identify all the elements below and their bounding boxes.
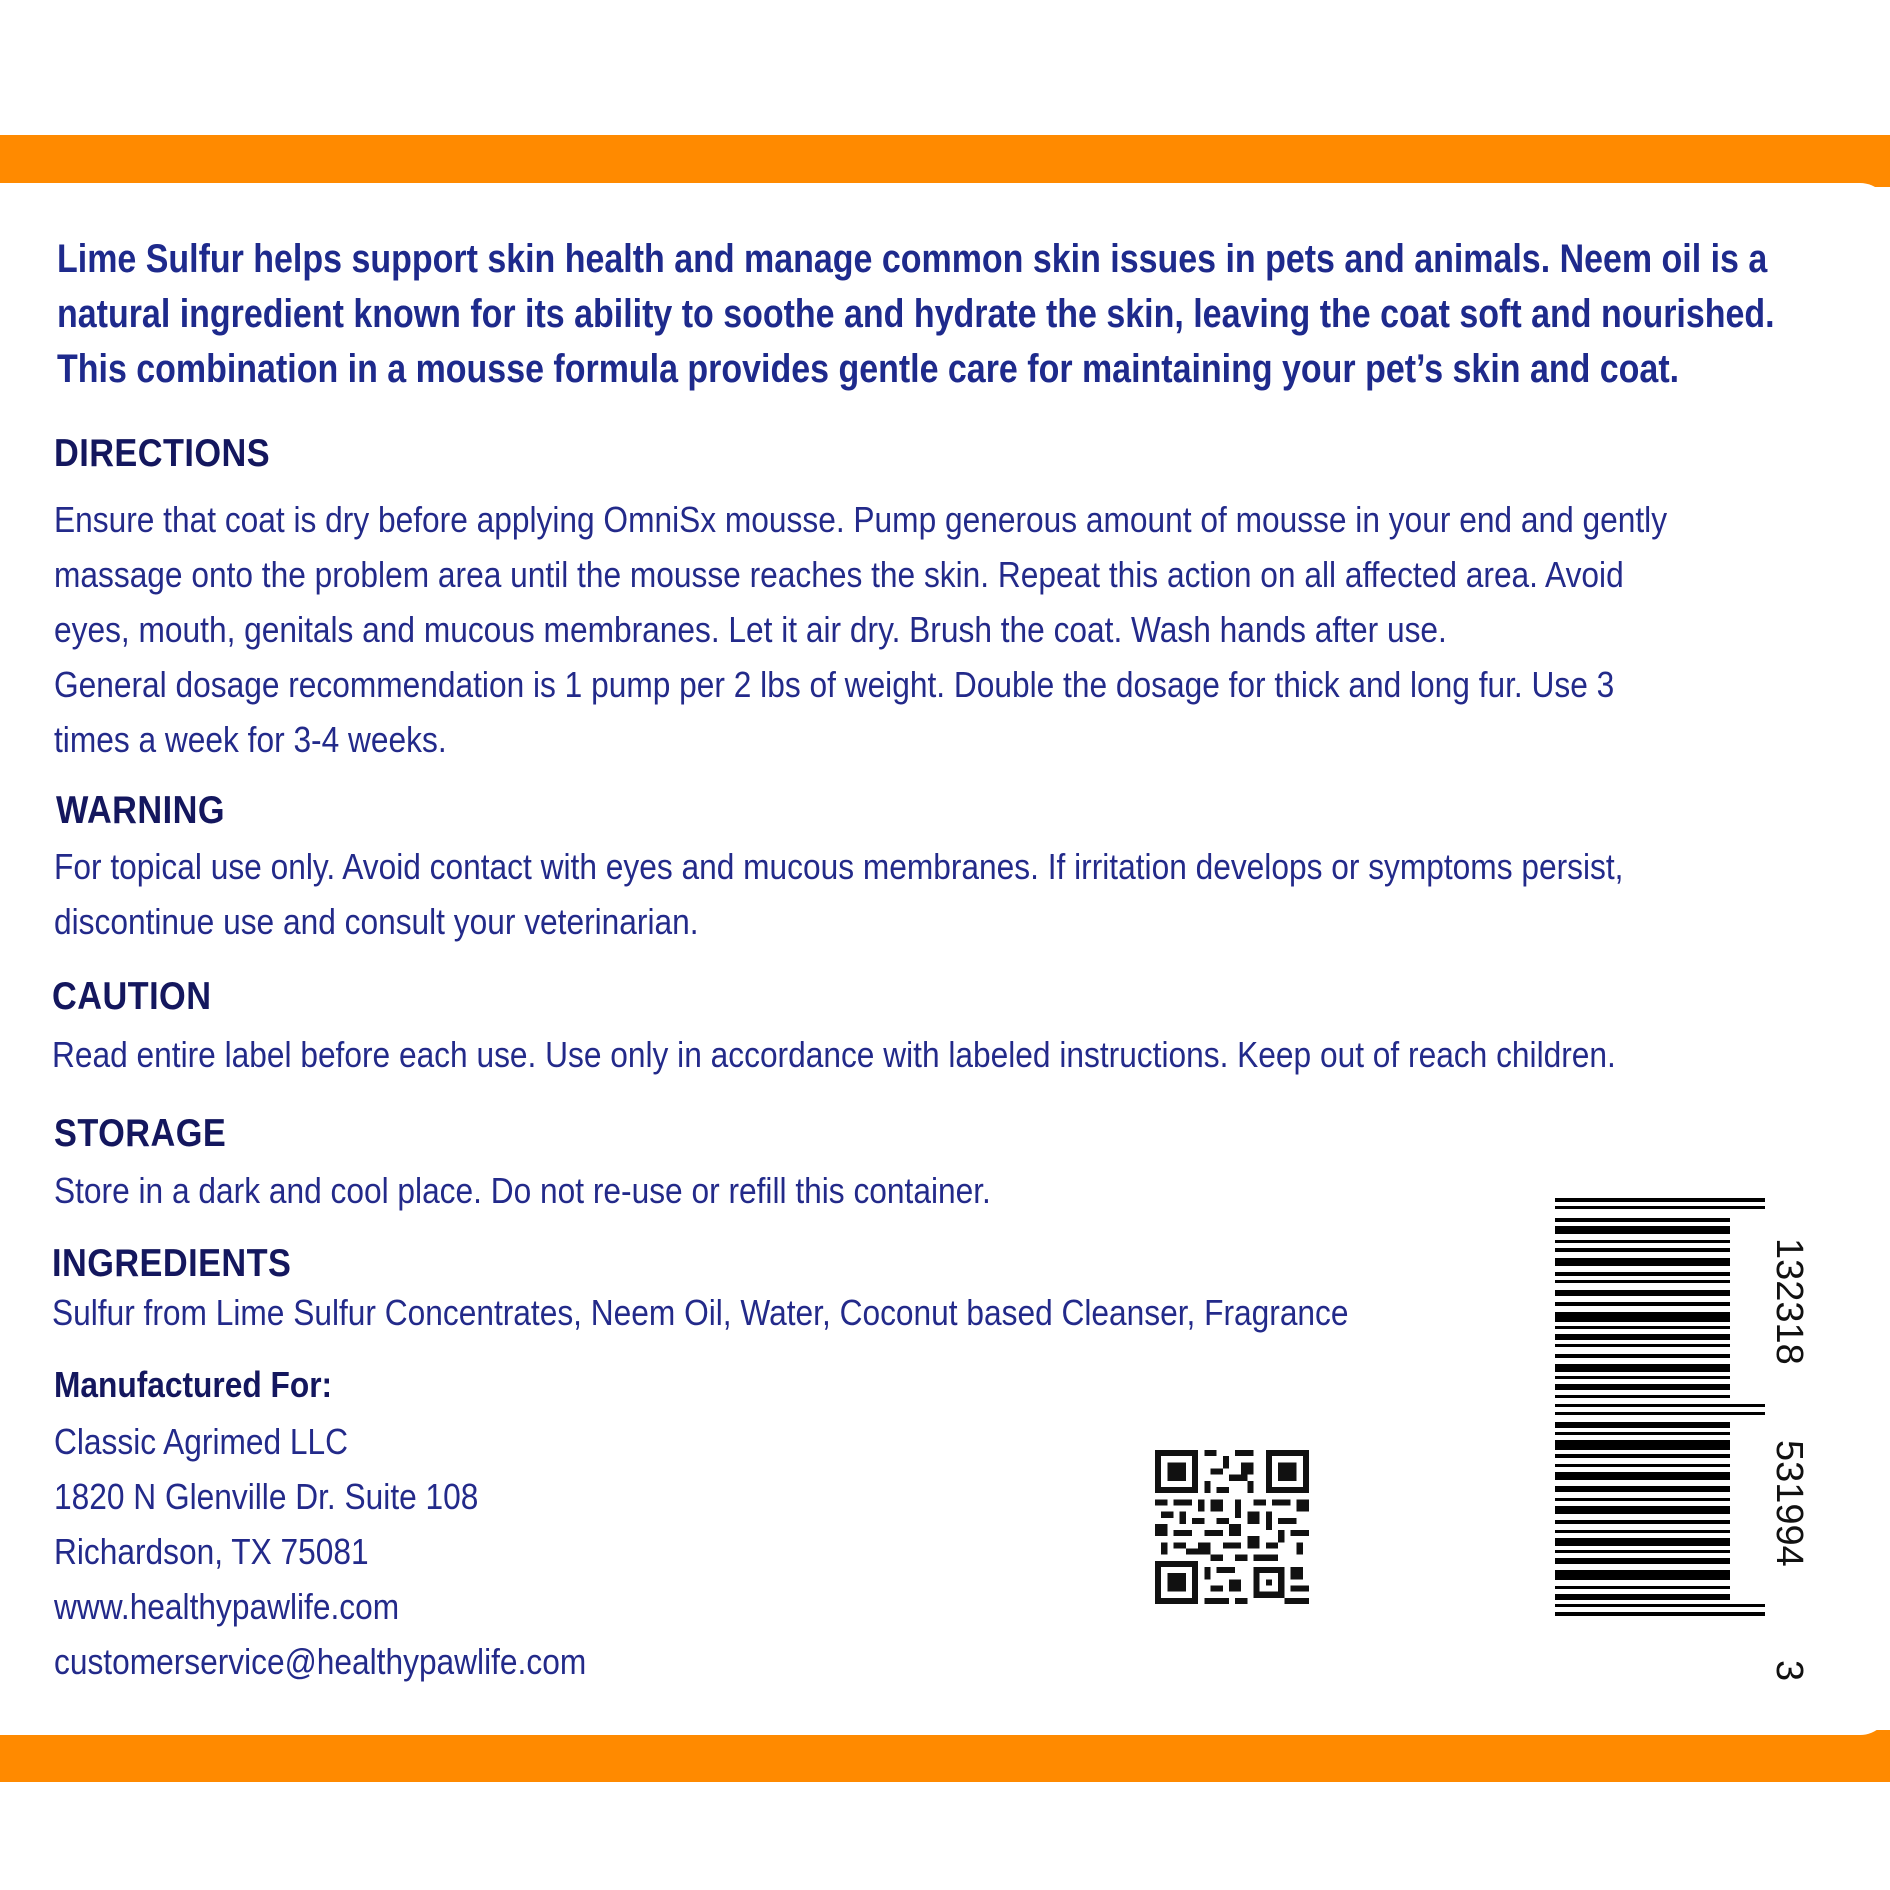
directions-line: Ensure that coat is dry before applying OmniSx mousse. Pump generous amount of mousse in your end and gently: [54, 499, 1668, 540]
warning-title: WARNING: [56, 789, 225, 832]
directions-line: times a week for 3-4 weeks.: [54, 719, 447, 760]
ingredients-text: [52, 1285, 1548, 1340]
directions-line: eyes, mouth, genitals and mucous membranes. Let it air dry. Brush the coat. Wash hands after use.: [54, 609, 1447, 650]
barcode-bars: [1555, 1198, 1785, 1688]
directions-text: [54, 492, 1890, 767]
ingredients-title: INGREDIENTS: [52, 1242, 292, 1285]
storage-text: [54, 1163, 1286, 1218]
qr-code-icon: [1155, 1450, 1309, 1604]
manufacturer-address: [54, 1414, 586, 1689]
website-link[interactable]: www.healthypawlife.com: [54, 1586, 400, 1627]
ingredients-line: Sulfur from Lime Sulfur Concentrates, Neem Oil, Water, Coconut based Cleanser, Fragrance: [52, 1292, 1349, 1333]
intro-line: Lime Sulfur helps support skin health and manage common skin issues in pets and animals. Neem oil is a: [57, 237, 1768, 281]
street-address: 1820 N Glenville Dr. Suite 108: [54, 1476, 479, 1517]
barcode-icon: [1555, 1198, 1810, 1688]
warning-line: For topical use only. Avoid contact with eyes and mucous membranes. If irritation develops or symptoms persist,: [54, 846, 1624, 887]
barcode-digits-mid: 531994: [1768, 1440, 1810, 1567]
warning-text: [54, 839, 1890, 949]
directions-line: massage onto the problem area until the mousse reaches the skin. Repeat this action on all affected area. Avoid: [54, 554, 1624, 595]
warning-line: discontinue use and consult your veterinarian.: [54, 901, 699, 942]
caution-text: [52, 1027, 1890, 1082]
intro-line: This combination in a mousse formula provides gentle care for maintaining your pet’s skin and coat.: [57, 347, 1680, 391]
top-orange-band: [0, 135, 1890, 187]
barcode-digits: [1770, 1198, 1810, 1688]
company-name: Classic Agrimed LLC: [54, 1421, 349, 1462]
intro-line: natural ingredient known for its ability to soothe and hydrate the skin, leaving the coat soft and nourished.: [57, 292, 1775, 336]
email-link[interactable]: customerservice@healthypawlife.com: [54, 1641, 587, 1682]
barcode-digits-first: 3: [1768, 1660, 1810, 1682]
storage-title: STORAGE: [54, 1112, 227, 1155]
storage-line: Store in a dark and cool place. Do not re-use or refill this container.: [54, 1170, 991, 1211]
city-state-zip: Richardson, TX 75081: [54, 1531, 369, 1572]
barcode-digits-last: 132318: [1768, 1238, 1810, 1365]
directions-title: DIRECTIONS: [54, 432, 271, 475]
bottom-orange-band: [0, 1730, 1890, 1782]
caution-title: CAUTION: [52, 975, 212, 1018]
caution-line: Read entire label before each use. Use only in accordance with labeled instructions. Keep out of reach children.: [52, 1034, 1616, 1075]
intro-paragraph: [57, 232, 1846, 397]
directions-line: General dosage recommendation is 1 pump per 2 lbs of weight. Double the dosage for thick and long fur. Use 3: [54, 664, 1615, 705]
manufacturer-title: Manufactured For:: [54, 1364, 333, 1405]
